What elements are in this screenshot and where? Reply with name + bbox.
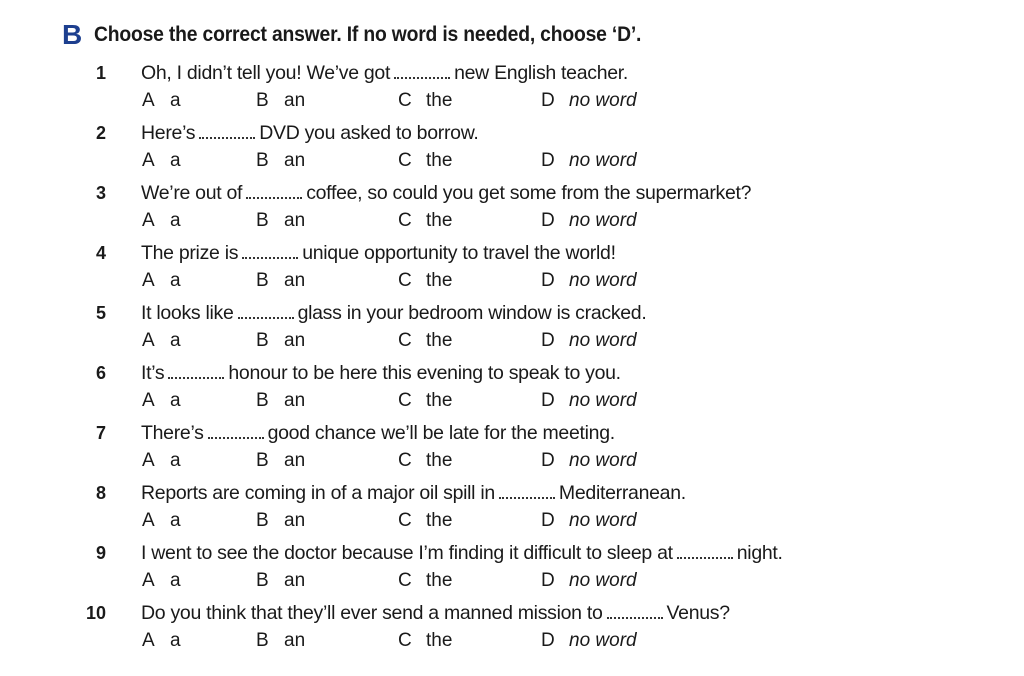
option-c[interactable]: [398, 150, 452, 172]
option-letter: A: [142, 630, 155, 651]
option-text: the: [426, 570, 453, 591]
question-text: [141, 182, 751, 205]
question-text-after: new English teacher.: [454, 62, 629, 84]
option-text: an: [284, 630, 306, 651]
option-c[interactable]: [398, 330, 452, 352]
option-text: the: [426, 390, 453, 411]
option-text: no word: [569, 330, 637, 351]
question-number: 5: [95, 303, 106, 323]
instruction-text: Choose the correct answer. If no word is needed, choose ‘D’.: [94, 23, 642, 46]
question-text-before: Reports are coming in of a major oil spill in: [141, 482, 495, 504]
option-text: no word: [569, 150, 637, 171]
option-b[interactable]: [256, 570, 305, 592]
question-number: 10: [85, 603, 106, 623]
option-text: no word: [569, 630, 637, 651]
option-b[interactable]: [256, 330, 305, 352]
question-item: [0, 300, 1024, 360]
question-text-before: It looks like: [141, 302, 234, 324]
option-letter: D: [541, 90, 555, 111]
option-letter: C: [398, 210, 412, 231]
option-d[interactable]: [541, 510, 637, 532]
question-number: 7: [95, 423, 106, 443]
option-d[interactable]: [541, 210, 637, 232]
option-text: the: [426, 630, 453, 651]
option-letter: D: [541, 570, 555, 591]
option-letter: A: [142, 90, 155, 111]
question-text-after: Mediterranean.: [558, 482, 686, 504]
option-text: the: [426, 510, 453, 531]
option-b[interactable]: [256, 210, 305, 232]
option-a[interactable]: [142, 90, 181, 112]
question-text-before: The prize is: [141, 242, 239, 264]
option-letter: C: [398, 510, 412, 531]
option-a[interactable]: [142, 450, 181, 472]
option-text: no word: [569, 450, 637, 471]
exercise-header: [62, 18, 689, 52]
question-item: [0, 600, 1024, 660]
option-letter: B: [256, 510, 269, 531]
option-text: a: [170, 150, 181, 171]
answer-blank: [208, 433, 264, 439]
question-number: 6: [95, 363, 106, 383]
option-b[interactable]: [256, 150, 305, 172]
option-c[interactable]: [398, 390, 452, 412]
option-text: a: [170, 210, 181, 231]
question-text-after: coffee, so could you get some from the supermarket?: [306, 182, 752, 204]
option-text: the: [426, 90, 453, 111]
option-letter: C: [398, 330, 412, 351]
question-item: [0, 360, 1024, 420]
option-text: no word: [569, 270, 637, 291]
option-letter: C: [398, 90, 412, 111]
option-letter: A: [142, 210, 155, 231]
option-text: an: [284, 90, 306, 111]
option-letter: A: [142, 390, 155, 411]
answer-blank: [394, 73, 450, 79]
option-d[interactable]: [541, 90, 637, 112]
option-letter: B: [256, 210, 269, 231]
option-b[interactable]: [256, 390, 305, 412]
question-text-before: It’s: [141, 362, 165, 384]
question-text: [141, 242, 616, 265]
option-text: an: [284, 570, 306, 591]
option-a[interactable]: [142, 510, 181, 532]
option-letter: C: [398, 570, 412, 591]
option-letter: B: [256, 90, 269, 111]
option-text: an: [284, 270, 306, 291]
question-text: [141, 422, 615, 445]
option-d[interactable]: [541, 630, 637, 652]
question-number: 4: [95, 243, 106, 263]
option-letter: D: [541, 510, 555, 531]
option-letter: C: [398, 270, 412, 291]
option-letter: D: [541, 390, 555, 411]
answer-blank: [246, 193, 302, 199]
option-a[interactable]: [142, 330, 181, 352]
option-b[interactable]: [256, 90, 305, 112]
option-a[interactable]: [142, 150, 181, 172]
question-text-before: There’s: [141, 422, 204, 444]
option-d[interactable]: [541, 150, 637, 172]
answer-blank: [242, 253, 298, 259]
option-text: a: [170, 630, 181, 651]
question-text-after: honour to be here this evening to speak to you.: [228, 362, 621, 384]
option-letter: D: [541, 150, 555, 171]
answer-blank: [238, 313, 294, 319]
option-letter: B: [256, 330, 269, 351]
option-text: an: [284, 510, 306, 531]
question-text: [141, 602, 730, 625]
option-d[interactable]: [541, 330, 637, 352]
option-b[interactable]: [256, 270, 305, 292]
option-text: the: [426, 330, 453, 351]
option-letter: B: [256, 570, 269, 591]
question-text-after: DVD you asked to borrow.: [259, 122, 479, 144]
option-text: no word: [569, 210, 637, 231]
question-text-after: night.: [736, 542, 783, 564]
question-text-before: Oh, I didn’t tell you! We’ve got: [141, 62, 391, 84]
question-text: [141, 122, 479, 145]
option-c[interactable]: [398, 270, 452, 292]
option-text: an: [284, 330, 306, 351]
option-d[interactable]: [541, 570, 637, 592]
question-list: [0, 60, 1024, 660]
option-letter: C: [398, 450, 412, 471]
option-c[interactable]: [398, 510, 452, 532]
option-letter: D: [541, 630, 555, 651]
option-letter: D: [541, 270, 555, 291]
option-text: the: [426, 150, 453, 171]
question-text-after: unique opportunity to travel the world!: [302, 242, 616, 264]
option-letter: A: [142, 330, 155, 351]
question-number: 1: [95, 63, 106, 83]
option-text: no word: [569, 90, 637, 111]
option-letter: A: [142, 570, 155, 591]
option-letter: C: [398, 390, 412, 411]
option-letter: B: [256, 390, 269, 411]
option-text: a: [170, 390, 181, 411]
option-letter: D: [541, 450, 555, 471]
question-item: [0, 540, 1024, 600]
question-number: 9: [95, 543, 106, 563]
option-letter: A: [142, 510, 155, 531]
option-a[interactable]: [142, 630, 181, 652]
option-text: a: [170, 450, 181, 471]
option-text: a: [170, 330, 181, 351]
question-item: [0, 60, 1024, 120]
question-text-before: I went to see the doctor because I’m finding it difficult to sleep at: [141, 542, 673, 564]
question-text: [141, 62, 628, 85]
question-number: 3: [95, 183, 106, 203]
option-b[interactable]: [256, 510, 305, 532]
answer-blank: [607, 613, 663, 619]
option-letter: A: [142, 150, 155, 171]
option-letter: D: [541, 330, 555, 351]
option-d[interactable]: [541, 270, 637, 292]
question-text-after: glass in your bedroom window is cracked.: [297, 302, 647, 324]
option-text: no word: [569, 570, 637, 591]
option-a[interactable]: [142, 210, 181, 232]
option-text: the: [426, 210, 453, 231]
question-item: [0, 240, 1024, 300]
option-a[interactable]: [142, 390, 181, 412]
question-item: [0, 180, 1024, 240]
option-text: a: [170, 570, 181, 591]
option-b[interactable]: [256, 450, 305, 472]
option-text: the: [426, 270, 453, 291]
option-text: no word: [569, 510, 637, 531]
option-a[interactable]: [142, 270, 181, 292]
question-item: [0, 480, 1024, 540]
option-text: the: [426, 450, 453, 471]
option-letter: B: [256, 270, 269, 291]
option-c[interactable]: [398, 90, 452, 112]
option-letter: C: [398, 630, 412, 651]
question-text: [141, 362, 621, 385]
option-text: a: [170, 270, 181, 291]
option-text: an: [284, 390, 306, 411]
option-text: a: [170, 510, 181, 531]
question-text-after: good chance we’ll be late for the meeting.: [267, 422, 615, 444]
question-item: [0, 420, 1024, 480]
option-text: an: [284, 210, 306, 231]
question-text: [141, 542, 783, 565]
section-letter: B: [62, 19, 83, 50]
answer-blank: [199, 133, 255, 139]
option-letter: A: [142, 450, 155, 471]
question-number: 8: [95, 483, 106, 503]
option-letter: D: [541, 210, 555, 231]
option-c[interactable]: [398, 630, 452, 652]
question-text-after: Venus?: [666, 602, 730, 624]
question-text: [141, 302, 646, 325]
option-letter: C: [398, 150, 412, 171]
option-letter: B: [256, 150, 269, 171]
option-c[interactable]: [398, 450, 452, 472]
option-letter: B: [256, 450, 269, 471]
question-text-before: Here’s: [141, 122, 196, 144]
question-text: [141, 482, 686, 505]
option-text: a: [170, 90, 181, 111]
option-b[interactable]: [256, 630, 305, 652]
question-text-before: We’re out of: [141, 182, 243, 204]
question-item: [0, 120, 1024, 180]
option-letter: B: [256, 630, 269, 651]
answer-blank: [168, 373, 224, 379]
option-letter: A: [142, 270, 155, 291]
option-c[interactable]: [398, 210, 452, 232]
option-d[interactable]: [541, 450, 637, 472]
answer-blank: [677, 553, 733, 559]
option-text: an: [284, 450, 306, 471]
question-text-before: Do you think that they’ll ever send a manned mission to: [141, 602, 603, 624]
option-d[interactable]: [541, 390, 637, 412]
option-text: an: [284, 150, 306, 171]
answer-blank: [499, 493, 555, 499]
option-c[interactable]: [398, 570, 452, 592]
question-number: 2: [95, 123, 106, 143]
option-text: no word: [569, 390, 637, 411]
option-a[interactable]: [142, 570, 181, 592]
